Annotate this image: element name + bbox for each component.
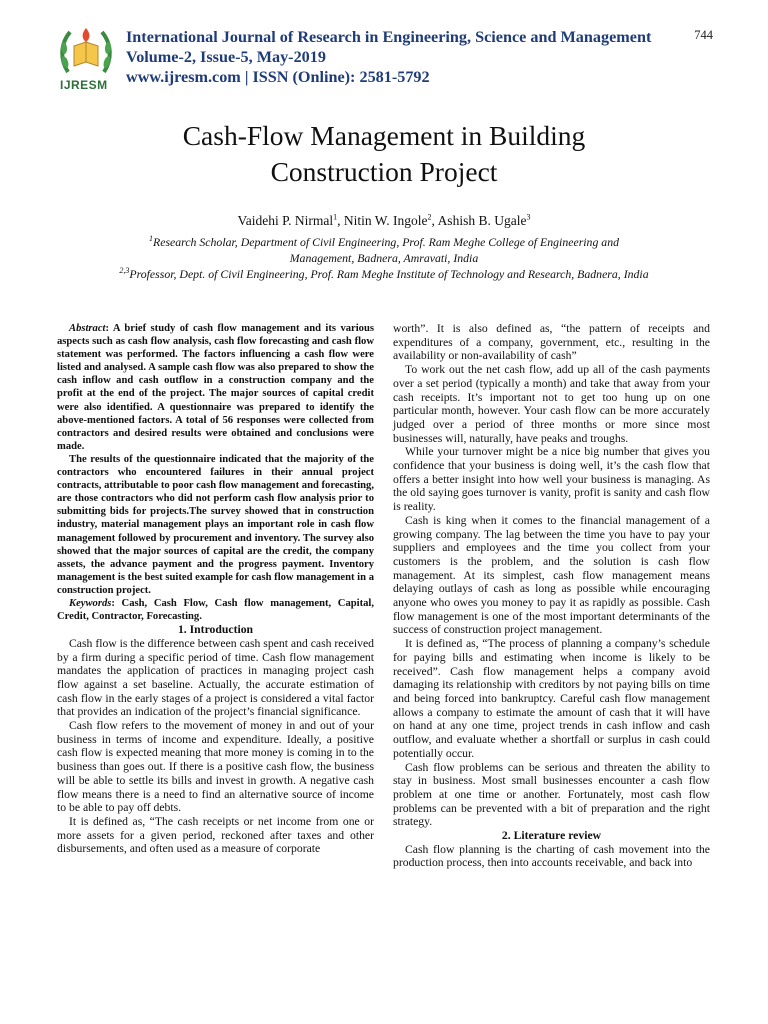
page-number: 744 — [694, 28, 713, 42]
author-1: Vaidehi P. Nirmal — [237, 213, 334, 228]
paper-title-line2: Construction Project — [270, 156, 498, 187]
journal-website-issn: www.ijresm.com | ISSN (Online): 2581-5792 — [126, 68, 430, 86]
keywords — [57, 597, 374, 623]
journal-header — [0, 0, 768, 100]
paper-title-line1: Cash-Flow Management in Building — [182, 120, 586, 151]
intro-paragraph-3: It is defined as, “The cash receipts or net income from one or more assets for a given period, reckoned after taxes and other disbursements, and often used as a measure of corporate — [57, 815, 374, 856]
right-paragraph-2: While your turnover might be a nice big number that gives you confidence that your business is doing well, it’s the cash flow that offers a better insight into how well your business is managing. As the old saying goes turnover is vanity, profit is sanity and cash flow is reality. — [393, 445, 710, 514]
literature-paragraph-1: Cash flow planning is the charting of cash movement into the production process, then into accounts receivable, and back into — [393, 842, 710, 870]
affiliation-2 — [0, 266, 768, 282]
author-3-affil: 3 — [526, 212, 531, 222]
journal-logo-text: IJRESM — [60, 78, 108, 92]
journal-logo-icon — [58, 22, 114, 84]
abstract-text: : A brief study of cash flow management and its various aspects such as cash flow analysis, cash flow forecasting and cash flow statement was performed. The factors influencing a cash flow were listed and analysed. A sample cash flow was also prepared to show the cash inflow and cash outflow in a construction company and the profit at the end of the project. The major sources of capital credit were also identified. A questionnaire was prepared to identify the above-mentioned factors. A total of 56 responses were collected from contractors and desired results were obtained and conclusions were made. — [57, 323, 374, 452]
journal-info — [126, 27, 686, 87]
abstract-label: Abstract — [69, 323, 106, 334]
affiliation-1-marker: 1 — [149, 234, 153, 244]
intro-paragraph-1: Cash flow is the difference between cash spent and cash received by a firm during a specific period of time. Cash flow management mandates the application of practices in managing project cash flow against a set baseline. Actually, the accurate estimation of cash flow in the early stages of a project is considered a vital factor that provides an indication of the project’s financial significance. — [57, 636, 374, 719]
paper-title — [0, 118, 768, 190]
author-list: Vaidehi P. Nirmal$^1$, Nitin W. Ingole$^2$, Ashish B. Ugale$^3$ — [237, 212, 531, 228]
author-3: Ashish B. Ugale — [437, 213, 527, 228]
abstract-paragraph-2: The results of the questionnaire indicated that the majority of the contractors who encountered failures in their annual project contracts, attributable to poor cash flow management and forecasting, are those contractors who did not perform cash flow analysis prior to submitting bids for projects.The survey showed that in construction industry, material management plays an important role in cash flow management followed by procurement and inventory. The survey also showed that the major sources of capital are the credit, the company assets, the advance payment and the progress payment. Inventory management is the best suited example for cash flow management in a construction project. — [57, 453, 374, 596]
author-1-affil: 1 — [333, 212, 338, 222]
section-heading-introduction: 1. Introduction — [177, 623, 254, 637]
intro-paragraph-2: Cash flow refers to the movement of money in and out of your business in terms of income and expenditure. Ideally, a positive cash flow is expected meaning that more money is coming in to the business than goes out. If there is a positive cash flow, the business will be able to settle its bills and invest in growth. A negative cash flow means there is a need to find an alternative source of income to be able to pay off debts. — [57, 719, 374, 815]
right-paragraph-4: It is defined as, “The process of planning a company’s schedule for paying bills and estimating when income is likely to be received”. Cash flow management helps a company avoid damaging its relationship with creditors by not paying bills on time and being forced into bankruptcy. Careful cash flow management allows a company to estimate the amount of cash that it will have on hand at any one time, project trends in cash inflow and cash outflow, and evaluate whether a shortfall or surplus in cash could potentially occur. — [393, 637, 710, 760]
abstract — [57, 322, 374, 453]
right-paragraph-1: To work out the net cash flow, add up all of the cash payments over a set period (typically a month) and take that away from your cash receipts. It’s important not to get too hung up on one particular month, however. Your cash flow can be more accurately judged over a period of three months or more since most businesses will, naturally, have peaks and troughs. — [393, 363, 710, 445]
affiliation-1 — [0, 234, 768, 266]
affiliation-2-text: Professor, Dept. of Civil Engineering, Prof. Ram Meghe Institute of Technology and Research, Badnera, India — [129, 267, 649, 281]
keywords-label: Keywords — [69, 597, 112, 609]
journal-name: International Journal of Research in Engineering, Science and Management — [126, 28, 652, 46]
journal-volume: Volume-2, Issue-5, May-2019 — [126, 48, 326, 66]
section-heading-literature-review: 2. Literature review — [501, 829, 602, 843]
keywords-text: : Cash, Cash Flow, Cash flow management, Capital, Credit, Contractor, Forecasting. — [57, 597, 374, 623]
right-paragraph-5: Cash flow problems can be serious and threaten the ability to stay in business. Most small businesses encounter a cash flow problem at one time or another. Fortunately, most cash flow problems can be prevented with a bit of preparation and the right strategy. — [393, 760, 710, 829]
right-column — [393, 322, 710, 870]
right-paragraph-continued: worth”. It is also defined as, “the pattern of receipts and expenditures of a company, government, etc., resulting in the availability or non-availability of cash” — [393, 322, 710, 363]
author-2: Nitin W. Ingole — [343, 213, 428, 228]
left-column — [57, 322, 374, 856]
affiliation-2-marker: 2,3 — [119, 266, 130, 276]
affiliation-1-text: Research Scholar, Department of Civil Engineering, Prof. Ram Meghe College of Engineering and Management, Badnera, Amravati, India — [153, 235, 619, 265]
right-paragraph-3: Cash is king when it comes to the financial management of a growing company. The lag between the time you have to pay your suppliers and employees and the time you collect from your customers is the problem, and the solution is cash flow management. At its simplest, cash flow management means delaying outlays of cash as long as possible while encouraging anyone who owes you money to pay it as rapidly as possible. Cash flow management is one of the most important determinants of the success of construction project management. — [393, 513, 710, 637]
author-2-affil: 2 — [427, 212, 432, 222]
